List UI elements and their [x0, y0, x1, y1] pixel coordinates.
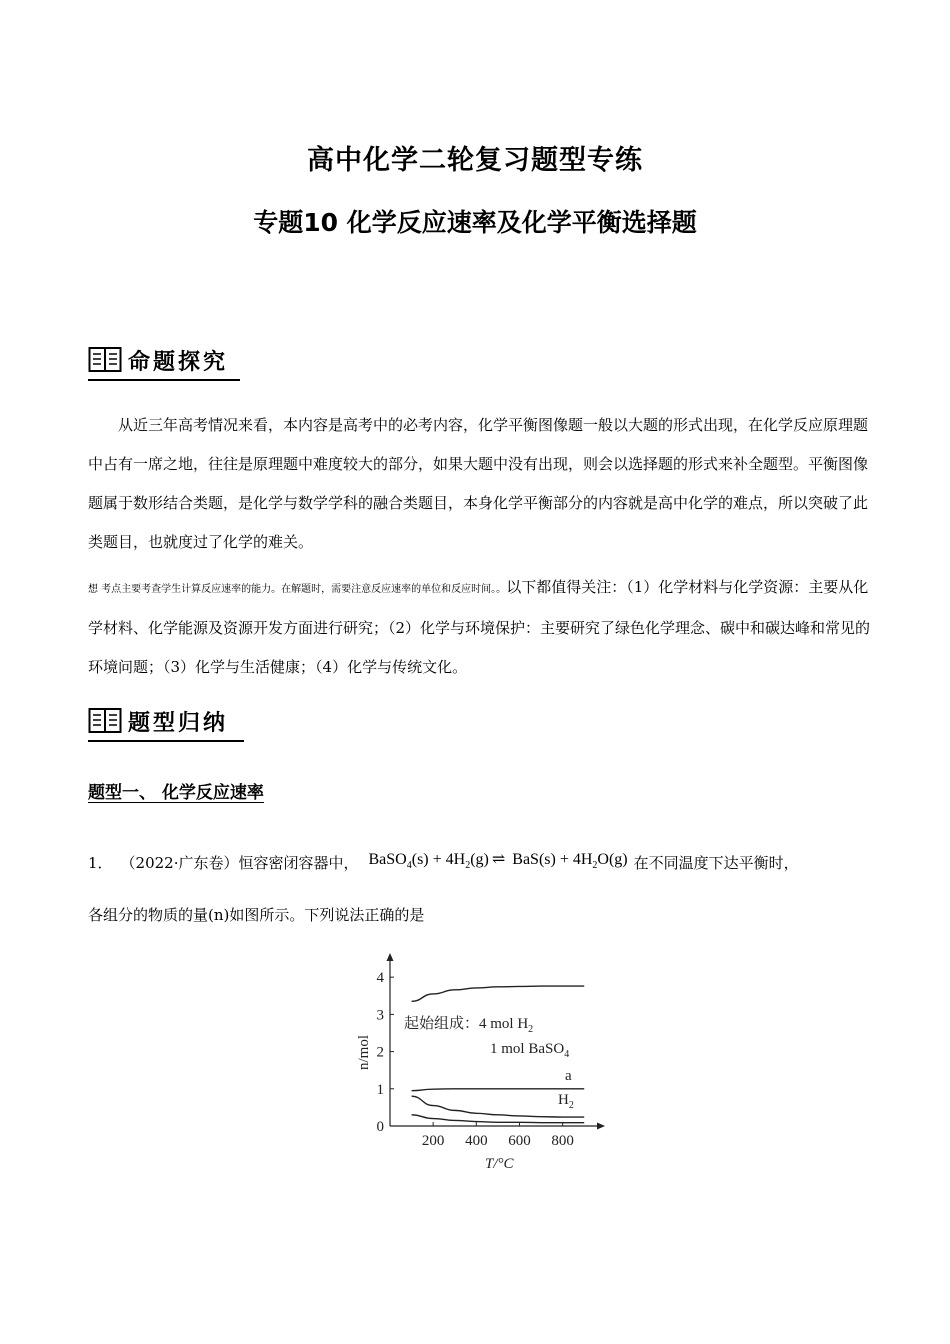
section-title: 命题探究	[128, 349, 229, 375]
question-line-1	[88, 852, 799, 875]
x-tick-label: 600	[508, 1133, 531, 1149]
y-tick-label: 3	[376, 1007, 384, 1024]
type-heading: 题型一、 化学反应速率	[88, 783, 264, 803]
book-icon	[88, 346, 122, 374]
y-tick-label: 2	[376, 1044, 384, 1061]
book-icon	[88, 707, 122, 735]
focus-paragraph: 想 考点主要考查学生计算反应速率的能力。在解题时，需要注意反应速率的单位和反应时间。。以下都值得关注：（1）化学材料与化学资源：主要从化学材料、化学能源及资源开发方面进行研究；（2）化学与环境保护：主要研究了绿色化学理念、碳中和碳达峰和常见的环境问题；（3）化学与生活健康；（4）化学与传统文化。	[88, 578, 871, 676]
series-label-a: a	[565, 1068, 572, 1084]
page-subtitle: 专题10 化学反应速率及化学平衡选择题	[253, 208, 697, 237]
reaction-equation: BaSO$_4$(s) + $4H_2(g)$ ⇌ $BaS(s) + 4H_2O(g)$	[368, 851, 628, 872]
y-tick-label: 0	[376, 1119, 384, 1135]
x-axis-arrow	[597, 1123, 605, 1130]
series-line-2	[412, 1089, 585, 1091]
series-line-4	[412, 1115, 585, 1123]
question-condition: 在不同温度下达平衡时，	[633, 854, 799, 872]
question-number: 1．	[88, 854, 113, 872]
section-heading-explore	[88, 342, 228, 378]
question-source: （2022·广东卷）恒容密闭容器中，	[120, 854, 359, 872]
page-title: 高中化学二轮复习题型专练	[307, 145, 643, 176]
section-underline	[88, 740, 244, 742]
section-underline	[88, 379, 240, 381]
x-tick-label: 800	[551, 1133, 574, 1149]
x-axis-label: T/°C	[485, 1156, 514, 1172]
chart-annotation-line1: 起始组成：4 mol $H_2$	[404, 1016, 534, 1035]
y-tick-label: 4	[376, 970, 384, 987]
chart-annotation-line2: 1 mol BaSO$_4$	[490, 1041, 570, 1060]
x-tick-label: 400	[465, 1133, 488, 1149]
equilibrium-chart	[350, 952, 610, 1174]
section-title: 题型归纳	[128, 710, 229, 736]
y-tick-label: 1	[376, 1081, 384, 1098]
section-heading-types	[88, 703, 228, 739]
question-line-2: 各组分的物质的量(n)如图所示。下列说法正确的是	[88, 906, 425, 924]
y-axis-arrow	[387, 953, 394, 961]
series-label-h2: $H_2$	[558, 1092, 574, 1111]
series-line-1	[412, 986, 585, 1001]
x-tick-label: 200	[421, 1133, 445, 1149]
intro-paragraph: 从近三年高考情况来看，本内容是高考中的必考内容，化学平衡图像题一般以大题的形式出现，在化学反应原理题中占有一席之地，往往是原理题中难度较大的部分，如果大题中没有出现，则会以选择题的形式来补全题型。平衡图像题属于数形结合类题，是化学与数学学科的融合类题目，本身化学平衡部分的内容就是高中化学的难点，所以突破了此类题目，也就度过了化学的难关。	[88, 416, 869, 551]
equilibrium-arrow: ⇌	[491, 851, 506, 868]
y-axis-label: n/mol	[356, 1034, 372, 1070]
